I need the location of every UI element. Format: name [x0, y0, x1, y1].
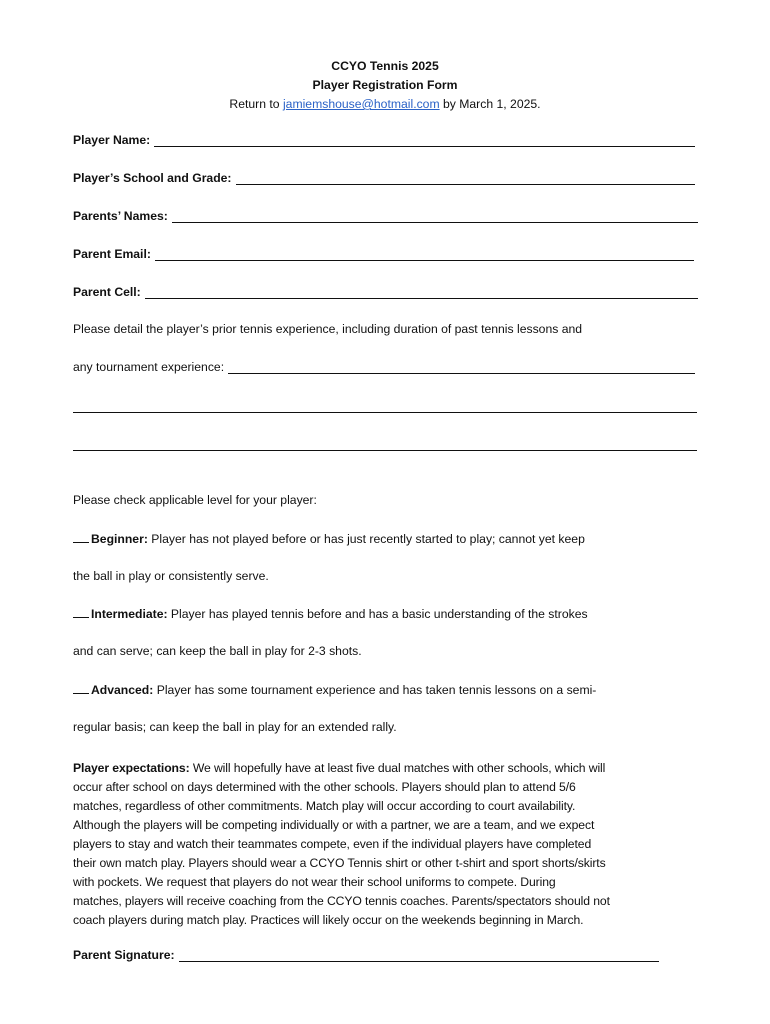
advanced-option[interactable]: Advanced: Player has some tournament experience and has taken tennis lessons on a semi- — [73, 682, 596, 697]
parent-cell-label: Parent Cell: — [73, 285, 141, 299]
intermediate-label: Intermediate: — [91, 607, 168, 621]
experience-field[interactable] — [73, 360, 695, 374]
intermediate-text-cont: and can serve; can keep the ball in play for 2-3 shots. — [73, 644, 362, 658]
parent-email-line[interactable] — [155, 248, 694, 261]
return-email-link[interactable]: jamiemshouse@hotmail.com — [282, 97, 440, 111]
parent-signature-field[interactable] — [73, 948, 659, 962]
player-name-label: Player Name: — [73, 133, 151, 147]
parents-names-field[interactable] — [73, 209, 698, 223]
return-instructions: Return to jamiemshouse@hotmail.com by March 1, 2025. — [229, 97, 541, 111]
school-grade-label: Player’s School and Grade: — [73, 171, 232, 185]
parent-cell-field[interactable] — [73, 285, 698, 299]
player-name-line[interactable] — [154, 134, 695, 147]
intermediate-checkbox-blank[interactable] — [73, 606, 89, 618]
level-intro: Please check applicable level for your player: — [73, 493, 317, 507]
advanced-text-cont: regular basis; can keep the ball in play for an extended rally. — [73, 720, 397, 734]
school-grade-line[interactable] — [236, 172, 696, 185]
experience-label: any tournament experience: — [73, 360, 225, 374]
experience-prompt: Please detail the player’s prior tennis experience, including duration of past tennis lessons and — [73, 322, 583, 336]
parent-signature-label: Parent Signature: — [73, 948, 175, 962]
parent-email-field[interactable] — [73, 247, 694, 261]
player-expectations: Player expectations: We will hopefully have at least five dual matches with other schools, which will occur after school on days determined with the other schools. Players should plan to attend 5/6 matches, regardless of other commitments. Match play will occur according to court availability. Although the players will be competing individually or with a partner, we are a team, and we expect players to stay and watch their teammates compete, even if the individual players have completed their own match play. Players should wear a CCYO Tennis shirt or other t-shirt and sport shorts/skirts with pockets. We request that players do not wear their school uniforms to compete. During matches, players will receive coaching from the CCYO tennis coaches. Parents/spectators should not coach players during match play. Practices will likely occur on the weekends beginning in March. — [73, 761, 610, 927]
beginner-option[interactable]: Beginner: Player has not played before or has just recently started to play; cannot yet keep — [73, 531, 585, 546]
experience-line[interactable] — [228, 361, 695, 374]
parent-email-label: Parent Email: — [73, 247, 151, 261]
parents-names-line[interactable] — [172, 210, 698, 223]
intermediate-option[interactable]: Intermediate: Player has played tennis before and has a basic understanding of the strokes — [73, 606, 588, 621]
beginner-checkbox-blank[interactable] — [73, 531, 89, 543]
parent-cell-line[interactable] — [145, 286, 698, 299]
beginner-label: Beginner: — [91, 532, 148, 546]
expectations-label: Player expectations: — [73, 761, 190, 775]
form-title: CCYO Tennis 2025 — [331, 59, 439, 73]
form-subtitle: Player Registration Form — [312, 78, 458, 92]
parent-signature-line[interactable] — [179, 949, 659, 962]
beginner-text-cont: the ball in play or consistently serve. — [73, 569, 269, 583]
player-name-field[interactable] — [73, 133, 695, 147]
school-grade-field[interactable] — [73, 171, 695, 185]
advanced-checkbox-blank[interactable] — [73, 682, 89, 694]
form-header — [0, 57, 770, 114]
parents-names-label: Parents’ Names: — [73, 209, 168, 223]
advanced-label: Advanced: — [91, 683, 154, 697]
experience-line-2[interactable] — [73, 412, 697, 413]
experience-line-3[interactable] — [73, 450, 697, 451]
